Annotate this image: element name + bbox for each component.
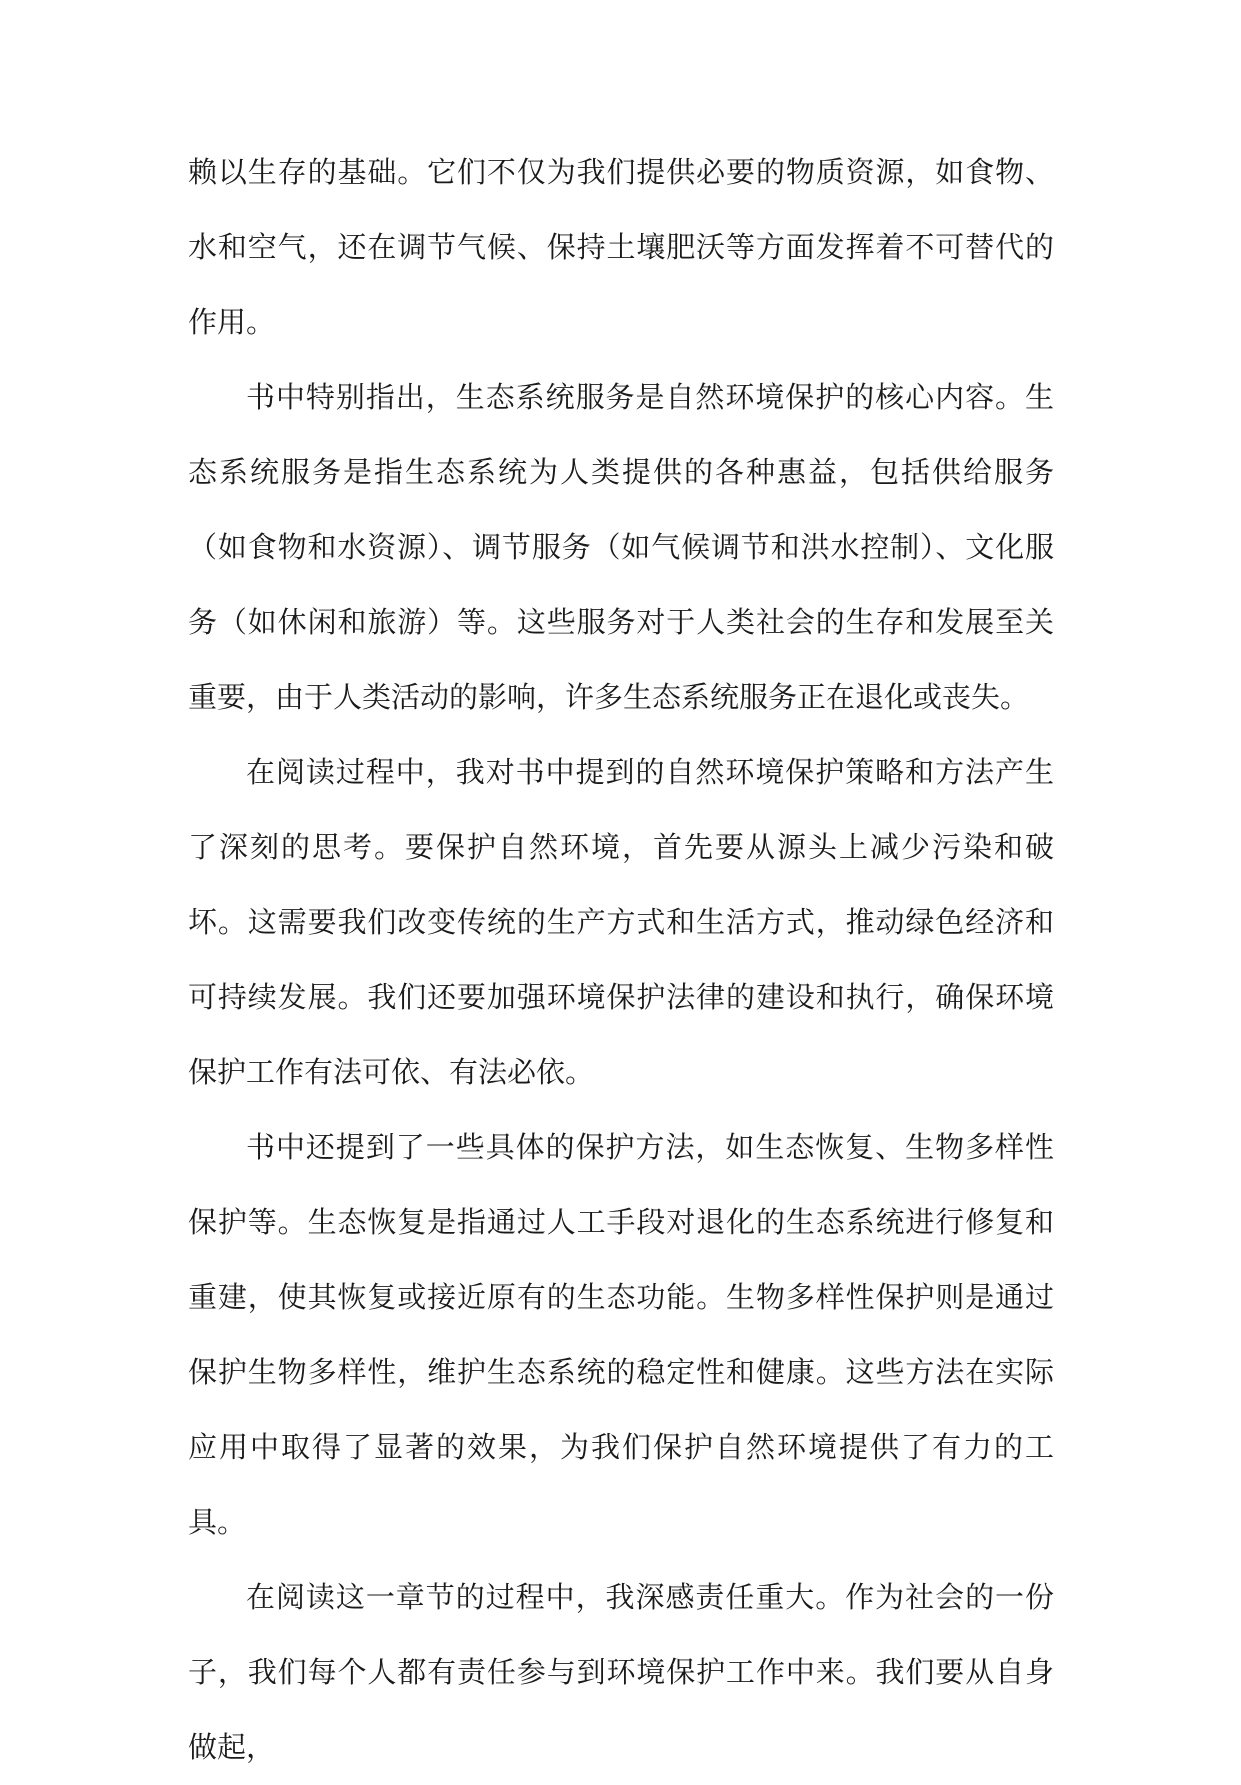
paragraph-2: 书中特别指出，生态系统服务是自然环境保护的核心内容。生态系统服务是指生态系统为人类提供的各种惠益，包括供给服务（如食物和水资源）、调节服务（如气候调节和洪水控制）、文化服务（如休闲和旅游）等。这些服务对于人类社会的生存和发展至关重要，由于人类活动的影响，许多生态系统服务正在退化或丧失。 [188, 380, 1054, 714]
paragraph-5: 在阅读这一章节的过程中，我深感责任重大。作为社会的一份子，我们每个人都有责任参与到环境保护工作中来。我们要从自身做起， [188, 1580, 1054, 1764]
paragraph-1: 赖以生存的基础。它们不仅为我们提供必要的物质资源，如食物、水和空气，还在调节气候、保持土壤肥沃等方面发挥着不可替代的作用。 [188, 155, 1054, 339]
paragraph-4: 书中还提到了一些具体的保护方法，如生态恢复、生物多样性保护等。生态恢复是指通过人工手段对退化的生态系统进行修复和重建，使其恢复或接近原有的生态功能。生物多样性保护则是通过保护生物多样性，维护生态系统的稳定性和健康。这些方法在实际应用中取得了显著的效果，为我们保护自然环境提供了有力的工具。 [188, 1130, 1054, 1539]
document-body [188, 135, 1054, 1785]
paragraph-3: 在阅读过程中，我对书中提到的自然环境保护策略和方法产生了深刻的思考。要保护自然环境，首先要从源头上减少污染和破坏。这需要我们改变传统的生产方式和生活方式，推动绿色经济和可持续发展。我们还要加强环境保护法律的建设和执行，确保环境保护工作有法可依、有法必依。 [188, 755, 1054, 1089]
